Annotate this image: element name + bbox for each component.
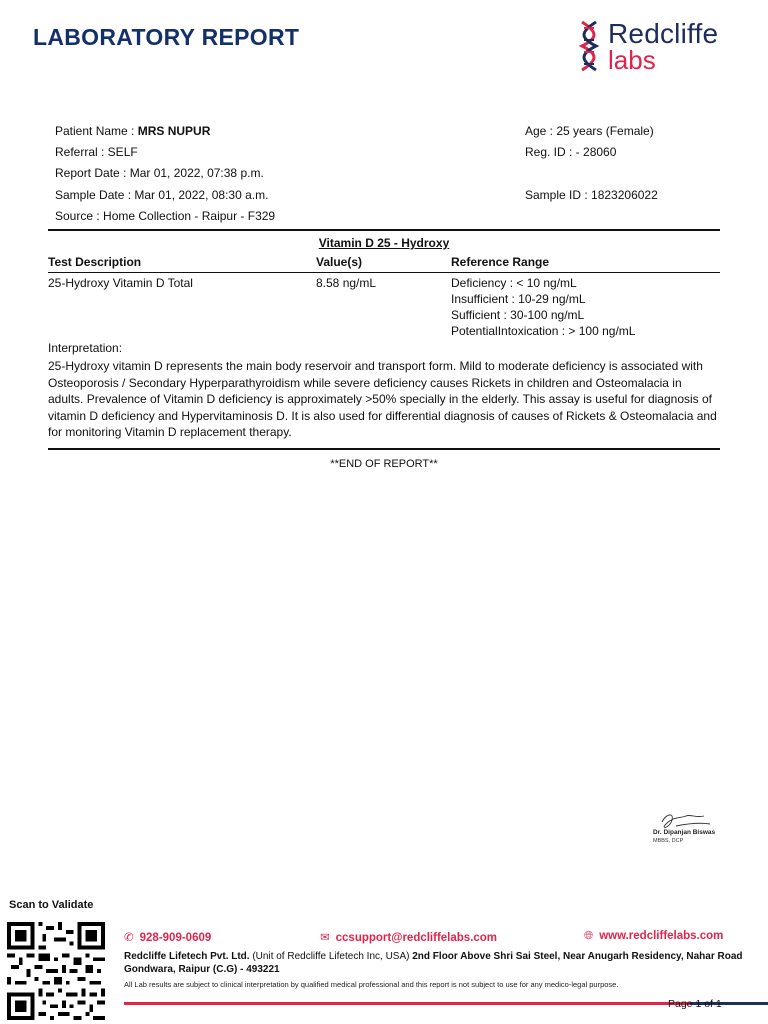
- section-divider-top: [48, 229, 720, 231]
- company-street: 2nd Floor Above Shri Sai Steel, Near Anugarh Residency, Nahar Road Gondwara, Raipur (C.G) - 493221: [124, 951, 743, 975]
- interpretation-text: 25-Hydroxy vitamin D represents the main body reservoir and transport form. Mild to moderate deficiency is associated with Osteoporosis / Secondary Hyperparathyroidism while severe deficiency causes Rickets in children and Osteomalacia in adults. Prevalence of Vitamin D deficiency is approximately >50% specially in the elderly. This assay is useful for diagnosis of vitamin D deficiency and Hypervitaminosis D. It is also used for differential diagnosis of causes of Rickets & Osteomalacia and for monitoring Vitamin D replacement therapy.: [48, 359, 717, 439]
- scan-to-validate-label: Scan to Validate: [9, 899, 94, 911]
- qr-code-icon[interactable]: [7, 922, 105, 1020]
- test-description: 25-Hydroxy Vitamin D Total: [48, 276, 193, 290]
- globe-icon: 🌐︎: [584, 930, 594, 942]
- source: Source : Home Collection - Raipur - F329: [55, 209, 276, 223]
- phone-icon: ✆: [124, 932, 134, 944]
- reference-deficiency: Deficiency : < 10 ng/mL: [451, 276, 577, 290]
- website-url: www.redcliffelabs.com: [599, 930, 724, 942]
- patient-name-value: MRS NUPUR: [137, 124, 211, 138]
- column-header-description: Test Description: [48, 255, 142, 269]
- disclaimer: All Lab results are subject to clinical interpretation by qualified medical professional and this report is not subject to use for any medico-legal purpose.: [124, 980, 619, 989]
- column-header-reference: Reference Range: [451, 255, 550, 269]
- table-header-divider: [48, 272, 720, 273]
- reference-insufficient: Insufficient : 10-29 ng/mL: [451, 292, 586, 306]
- reg-id: Reg. ID : - 28060: [525, 145, 617, 159]
- reference-range: [451, 275, 635, 339]
- email-icon: ✉: [320, 932, 330, 944]
- reference-sufficient: Sufficient : 30-100 ng/mL: [451, 308, 585, 322]
- company-parent: (Unit of Redcliffe Lifetech Inc, USA): [249, 951, 413, 962]
- sample-id: Sample ID : 1823206022: [525, 188, 658, 202]
- column-header-value: Value(s): [316, 255, 363, 269]
- report-title: LABORATORY REPORT: [33, 24, 300, 50]
- redcliffe-logo: [576, 18, 746, 74]
- end-of-report: **END OF REPORT**: [330, 458, 438, 470]
- referral: Referral : SELF: [55, 145, 138, 159]
- reference-intoxication: PotentialIntoxication : > 100 ng/mL: [451, 324, 636, 338]
- logo-subtitle: labs: [608, 45, 656, 75]
- test-value: 8.58 ng/mL: [316, 276, 377, 290]
- report-date: Report Date : Mar 01, 2022, 07:38 p.m.: [55, 166, 264, 180]
- dna-logo-icon: [576, 20, 604, 72]
- doctor-name: Dr. Dipanjan Biswas: [653, 829, 716, 836]
- patient-age: Age : 25 years (Female): [525, 124, 654, 138]
- page-number: Page 1 of 1: [668, 998, 722, 1010]
- patient-name: [55, 124, 210, 138]
- phone-link[interactable]: [124, 930, 211, 944]
- website-link[interactable]: [584, 930, 723, 943]
- doctor-qualification: MBBS, DCP: [653, 838, 684, 844]
- email-link[interactable]: [320, 930, 497, 944]
- email-address: ccsupport@redcliffelabs.com: [335, 932, 498, 944]
- section-divider-bottom: [48, 448, 720, 450]
- test-section-title: Vitamin D 25 - Hydroxy: [318, 236, 450, 250]
- company-name: Redcliffe Lifetech Pvt. Ltd.: [124, 951, 250, 962]
- patient-name-label: Patient Name :: [55, 124, 138, 138]
- logo-wordmark: Redcliffe: [608, 18, 719, 49]
- phone-number: 928-909-0609: [139, 932, 212, 944]
- sample-date: Sample Date : Mar 01, 2022, 08:30 a.m.: [55, 188, 269, 202]
- company-address: [124, 950, 744, 976]
- interpretation-label: Interpretation:: [48, 341, 123, 355]
